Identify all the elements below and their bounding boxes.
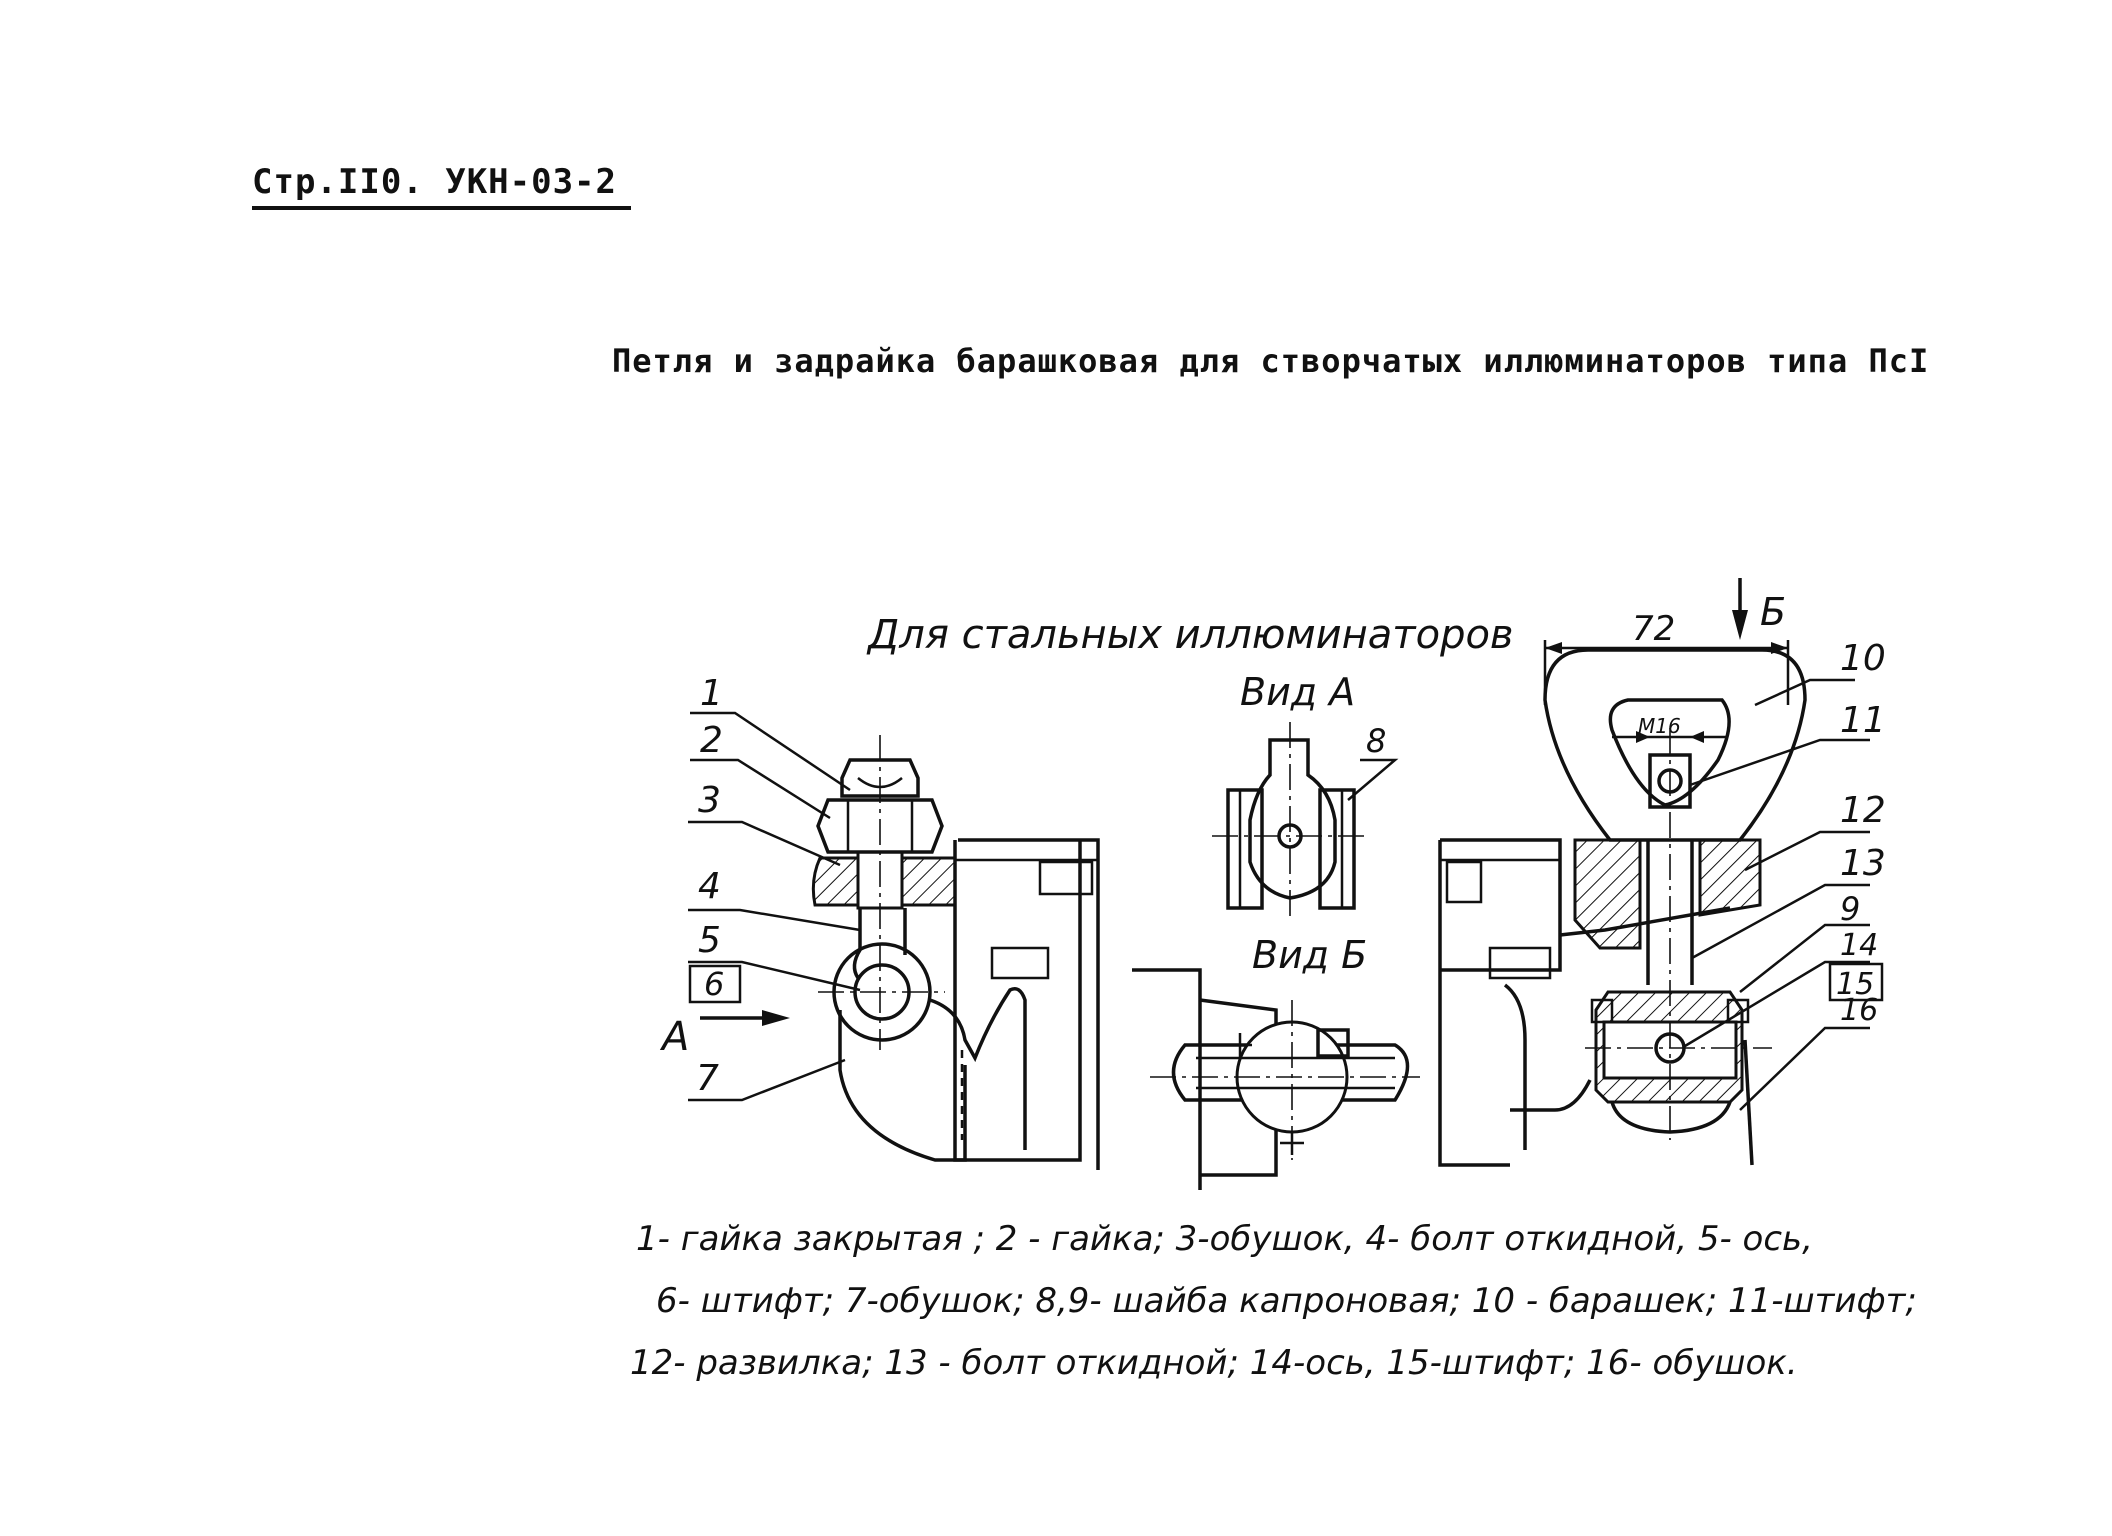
callout-16: 16 bbox=[1840, 993, 1879, 1028]
callout-11: 11 bbox=[1840, 700, 1886, 741]
callout-14: 14 bbox=[1840, 928, 1879, 963]
callout-6: 6 bbox=[704, 965, 725, 1003]
callout-12: 12 bbox=[1840, 790, 1886, 831]
legend-line-1: 1- гайка закрытая ; 2 - гайка; 3-обушок, 4- болт откидной, 5- ось, bbox=[636, 1219, 1813, 1259]
callout-4: 4 bbox=[698, 866, 721, 907]
drawing-subtitle: Для стальных иллюминаторов bbox=[868, 612, 1514, 658]
view-a-label: Вид А bbox=[1240, 670, 1356, 714]
callout-15: 15 bbox=[1836, 967, 1875, 1002]
dim-m16: М16 bbox=[1638, 714, 1681, 738]
callout-1: 1 bbox=[700, 673, 723, 714]
parts-legend bbox=[630, 1208, 2056, 1394]
left-hinge-assembly bbox=[813, 735, 1098, 1170]
view-b-drawing bbox=[1132, 970, 1420, 1190]
section-a-letter: А bbox=[662, 1014, 690, 1060]
right-latch-assembly bbox=[1440, 650, 1805, 1165]
callout-3: 3 bbox=[698, 780, 721, 821]
view-b-label: Вид Б bbox=[1252, 933, 1368, 977]
callout-9: 9 bbox=[1840, 890, 1861, 928]
dimension-lines bbox=[700, 578, 1788, 1026]
page-header: Стр.II0. УКН-03-2 bbox=[252, 162, 631, 210]
callout-8: 8 bbox=[1366, 722, 1387, 760]
drawing-title: Петля и задрайка барашковая для створчатых иллюминаторов типа ПсI bbox=[612, 342, 1930, 380]
view-a-drawing bbox=[1212, 722, 1370, 918]
callout-10: 10 bbox=[1840, 638, 1886, 679]
legend-line-3: 12- развилка; 13 - болт откидной; 14-ось, 15-штифт; 16- обушок. bbox=[630, 1343, 1798, 1383]
callout-13: 13 bbox=[1840, 843, 1886, 884]
callout-7: 7 bbox=[696, 1058, 719, 1099]
callout-2: 2 bbox=[700, 720, 723, 761]
section-b-letter: Б bbox=[1760, 590, 1787, 634]
legend-line-2: 6- штифт; 7-обушок; 8,9- шайба капроновая; 10 - барашек; 11-штифт; bbox=[656, 1281, 1917, 1321]
dim-72: 72 bbox=[1632, 609, 1676, 649]
callout-5: 5 bbox=[698, 920, 721, 961]
